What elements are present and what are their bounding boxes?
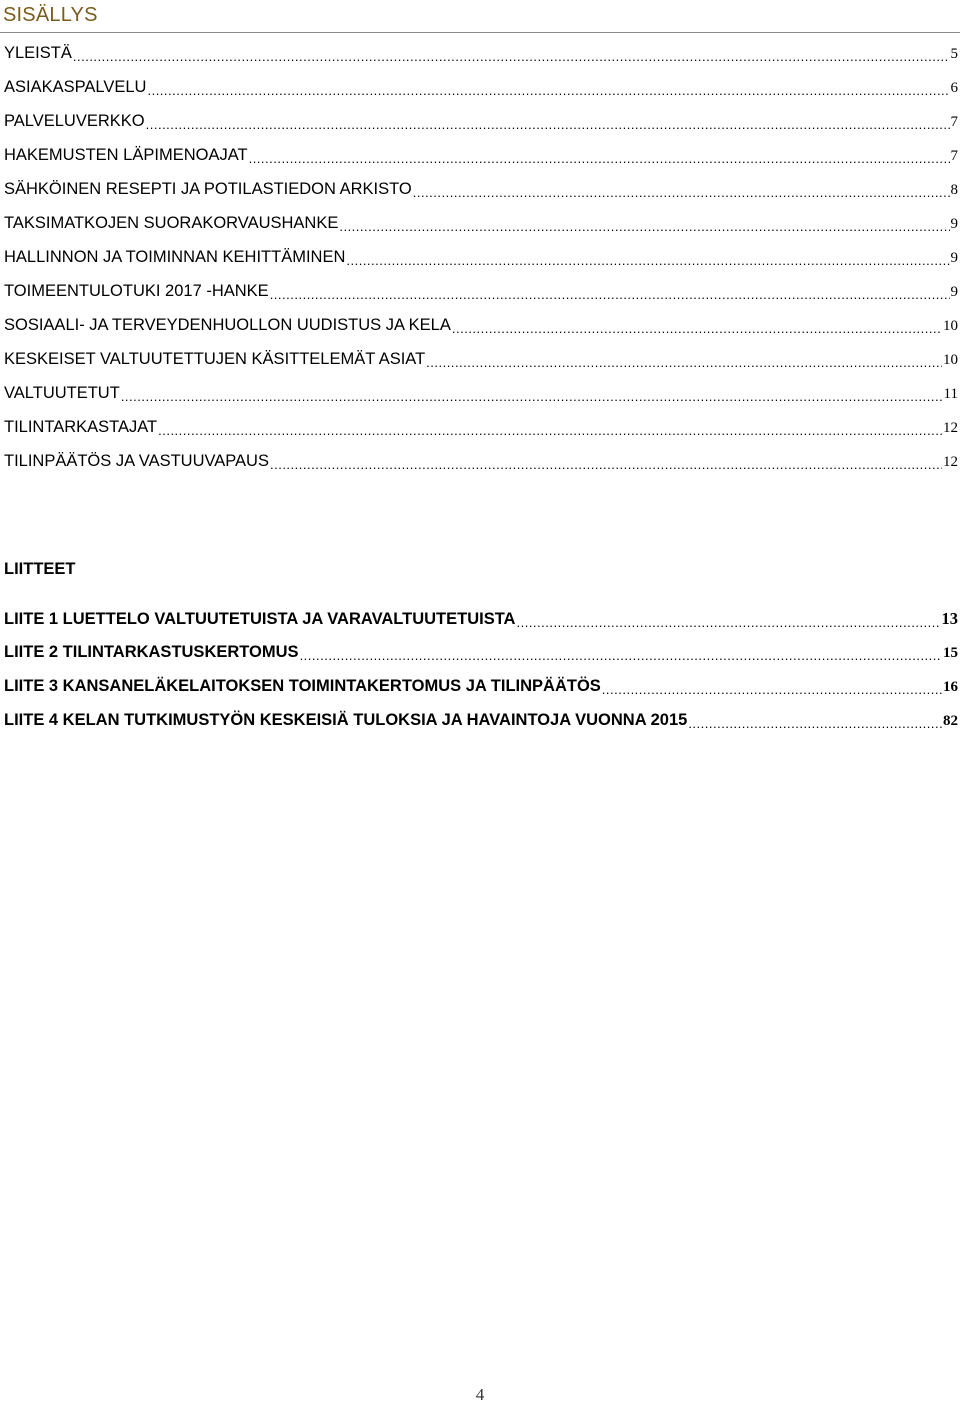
dot-leader <box>300 646 942 664</box>
toc-entry-page: 5 <box>950 46 958 62</box>
toc-entry-label: PALVELUVERKKO <box>4 112 145 130</box>
toc-entry[interactable] <box>4 282 958 306</box>
toc-entry-page: 9 <box>950 284 958 300</box>
toc-entry-page: 12 <box>943 454 958 470</box>
appendix-entry-page: 82 <box>943 713 958 729</box>
dot-leader <box>158 421 942 439</box>
dot-leader <box>602 680 942 698</box>
toc-entry-page: 10 <box>943 318 958 334</box>
title-divider <box>0 32 960 33</box>
toc-entry-page: 9 <box>950 250 958 266</box>
appendix-entry-page: 15 <box>943 645 958 661</box>
dot-leader <box>426 353 942 371</box>
dot-leader <box>452 319 942 337</box>
toc-entry[interactable] <box>4 452 958 476</box>
dot-leader <box>270 455 942 473</box>
toc-entry-label: ASIAKASPALVELU <box>4 78 147 96</box>
appendix-entry-label: LIITE 2 TILINTARKASTUSKERTOMUS <box>4 643 299 661</box>
toc-entry[interactable] <box>4 316 958 340</box>
toc-entry-page: 7 <box>950 114 958 130</box>
page-title: SISÄLLYS <box>3 4 98 26</box>
toc-entry[interactable] <box>4 418 958 442</box>
toc-entry-label: KESKEISET VALTUUTETTUJEN KÄSITTELEMÄT ASIAT <box>4 350 426 368</box>
toc-entry[interactable] <box>4 78 958 102</box>
appendix-heading: LIITTEET <box>4 560 76 578</box>
toc-entry-label: HAKEMUSTEN LÄPIMENOAJAT <box>4 146 248 164</box>
toc-entry-page: 12 <box>943 420 958 436</box>
toc-entry-page: 9 <box>950 216 958 232</box>
toc-entry[interactable] <box>4 180 958 204</box>
toc-entry-label: YLEISTÄ <box>4 44 72 62</box>
dot-leader <box>688 714 942 732</box>
toc-entry[interactable] <box>4 384 958 408</box>
toc-entry[interactable] <box>4 350 958 374</box>
toc-entry-page: 10 <box>943 352 958 368</box>
dot-leader <box>516 613 940 631</box>
appendix-entry-label: LIITE 4 KELAN TUTKIMUSTYÖN KESKEISIÄ TULOKSIA JA HAVAINTOJA VUONNA 2015 <box>4 711 688 729</box>
dot-leader <box>121 387 943 405</box>
toc-entry[interactable] <box>4 112 958 136</box>
dot-leader <box>147 81 949 99</box>
toc-entry-label: TAKSIMATKOJEN SUORAKORVAUSHANKE <box>4 214 339 232</box>
toc-entry-label: TILINTARKASTAJAT <box>4 418 158 436</box>
toc-entry[interactable] <box>4 44 958 68</box>
appendix-entry[interactable] <box>4 711 958 735</box>
appendix-entry[interactable] <box>4 609 958 633</box>
dot-leader <box>339 217 949 235</box>
toc-entry-label: VALTUUTETUT <box>4 384 120 402</box>
appendix-entry-page: 16 <box>943 679 958 695</box>
toc-entry-page: 7 <box>950 148 958 164</box>
dot-leader <box>346 251 949 269</box>
appendix-entry-label: LIITE 1 LUETTELO VALTUUTETUISTA JA VARAVALTUUTETUISTA <box>4 610 516 628</box>
toc-entry-label: TOIMEENTULOTUKI 2017 -HANKE <box>4 282 269 300</box>
appendix-entry[interactable] <box>4 643 958 667</box>
toc-entry[interactable] <box>4 214 958 238</box>
toc-entry-page: 11 <box>943 386 958 402</box>
appendix-entry-page: 13 <box>941 609 958 628</box>
toc-entry-page: 8 <box>950 182 958 198</box>
dot-leader <box>146 115 950 133</box>
toc-entry-label: SOSIAALI- JA TERVEYDENHUOLLON UUDISTUS JA KELA <box>4 316 451 334</box>
toc-entry[interactable] <box>4 146 958 170</box>
appendix-entry-label: LIITE 3 KANSANELÄKELAITOKSEN TOIMINTAKERTOMUS JA TILINPÄÄTÖS <box>4 677 601 695</box>
toc-entry-label: SÄHKÖINEN RESEPTI JA POTILASTIEDON ARKISTO <box>4 180 412 198</box>
toc-entry[interactable] <box>4 248 958 272</box>
dot-leader <box>413 183 950 201</box>
toc-entry-label: TILINPÄÄTÖS JA VASTUUVAPAUS <box>4 452 269 470</box>
dot-leader <box>73 47 950 65</box>
toc-entry-page: 6 <box>950 80 958 96</box>
toc-entry-label: HALLINNON JA TOIMINNAN KEHITTÄMINEN <box>4 248 346 266</box>
dot-leader <box>270 285 950 303</box>
dot-leader <box>249 149 950 167</box>
page-number: 4 <box>475 1385 485 1404</box>
appendix-entry[interactable] <box>4 677 958 701</box>
